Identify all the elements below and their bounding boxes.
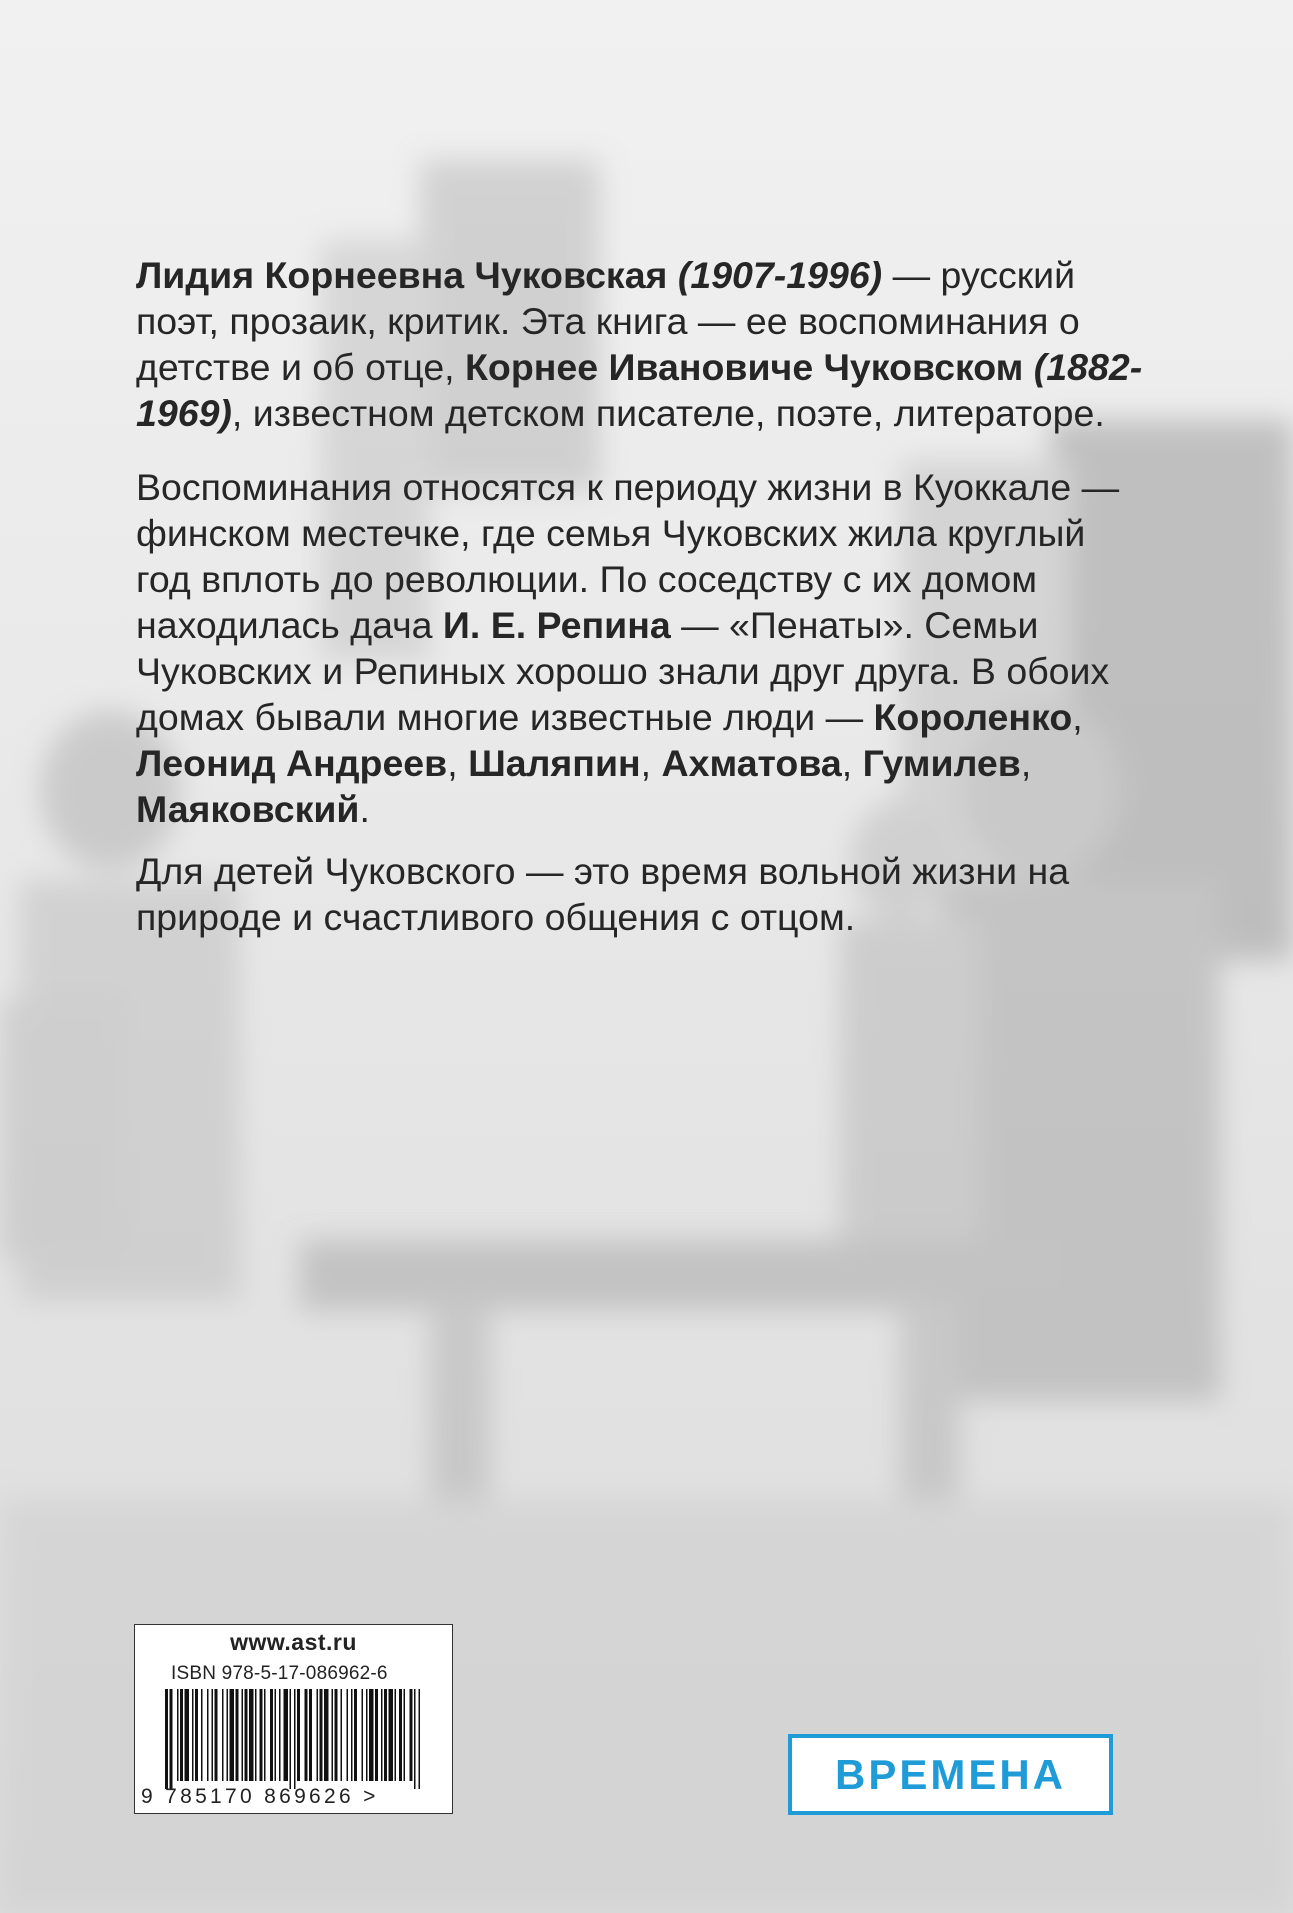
- author-years: (1907-1996): [677, 254, 883, 296]
- separator: .: [359, 788, 370, 830]
- barcode-bar: [395, 1689, 397, 1781]
- isbn-number: ISBN 978-5-17-086962-6: [171, 1663, 388, 1684]
- paragraph-childhood: Для детей Чуковского — это время вольной жизни на природе и счастливого общения с отцом.: [136, 850, 1070, 938]
- barcode-bar: [270, 1689, 273, 1781]
- barcode-bar: [347, 1689, 349, 1781]
- barcode-bar: [414, 1689, 416, 1789]
- barcode-digits: 9 785170 869626 >: [141, 1785, 379, 1808]
- paragraph-text: Воспоминания относятся к периоду жизни в Куоккале — финском местечке, где семья Чуковских жила круглый год вплоть до революции. По соседству с их домом находилась дача: [136, 466, 1120, 646]
- barcode-bar: [366, 1689, 368, 1781]
- barcode-bar: [317, 1689, 319, 1781]
- barcode-bar: [389, 1689, 394, 1781]
- separator: ,: [1072, 696, 1083, 738]
- barcode-bar: [410, 1689, 413, 1781]
- barcode-bar: [381, 1689, 383, 1781]
- famous-name: Леонид Андреев: [136, 742, 448, 784]
- barcode-bar: [294, 1689, 296, 1789]
- barcode-bar: [207, 1689, 209, 1781]
- father-name: Корнее Ивановиче Чуковском: [465, 346, 1024, 388]
- barcode-bar: [290, 1689, 292, 1789]
- barcode-bar: [212, 1689, 214, 1781]
- barcode-bar: [260, 1689, 263, 1781]
- barcode-bar: [236, 1689, 239, 1781]
- barcode-bar: [227, 1689, 229, 1781]
- famous-name: Шаляпин: [468, 742, 641, 784]
- barcode-bar: [384, 1689, 387, 1781]
- famous-name: Короленко: [873, 696, 1073, 738]
- barcode-bar: [222, 1689, 224, 1781]
- barcode-bar: [215, 1689, 218, 1781]
- barcode-bar: [351, 1689, 353, 1781]
- barcode-bar: [165, 1689, 168, 1789]
- barcode-bar: [279, 1689, 281, 1781]
- barcode-bar: [341, 1689, 343, 1781]
- separator: ,: [1020, 742, 1032, 784]
- barcode-bar: [284, 1689, 289, 1781]
- paragraph-text: — «Пенаты». Семьи Чуковских и Репиных хорошо знали друг друга. В обоих домах бывали многие известные люди —: [136, 604, 1110, 738]
- barcode-bar: [180, 1689, 183, 1781]
- paragraph-text: , известном детском писателе, поэте, литераторе.: [231, 392, 1105, 434]
- barcode-bar: [369, 1689, 374, 1781]
- barcode-bar: [305, 1689, 308, 1781]
- barcode-bar: [309, 1689, 312, 1781]
- annotation-text: [136, 252, 1146, 940]
- barcode-bar: [324, 1689, 329, 1781]
- separator: ,: [841, 742, 863, 784]
- paragraph-author-intro: [136, 252, 1146, 436]
- barcode-bar: [185, 1689, 190, 1781]
- barcode-bar: [362, 1689, 364, 1781]
- barcode-bar: [264, 1689, 266, 1781]
- father-years: (1882-1969): [136, 346, 1143, 434]
- barcode-bar: [245, 1689, 248, 1781]
- publisher-logo-text: ВРЕМЕНА: [834, 1750, 1067, 1798]
- barcode-box: [134, 1624, 453, 1814]
- barcode-bar: [249, 1689, 254, 1781]
- barcode-bar: [399, 1689, 402, 1781]
- barcode-bar: [375, 1689, 378, 1781]
- famous-name: Ахматова: [661, 742, 842, 784]
- famous-name: Гумилев: [862, 742, 1021, 784]
- barcode-bar: [230, 1689, 235, 1781]
- barcode-bar: [320, 1689, 323, 1781]
- barcode-bar: [419, 1689, 421, 1789]
- barcode-bar: [242, 1689, 244, 1781]
- famous-name: Маяковский: [136, 788, 360, 830]
- barcode-bar: [177, 1689, 179, 1781]
- publisher-logo: [788, 1734, 1113, 1815]
- barcode-icon: [163, 1689, 425, 1789]
- barcode-bar: [275, 1689, 277, 1781]
- barcode-bar: [170, 1689, 173, 1789]
- barcode-bar: [192, 1689, 194, 1781]
- paragraph-kuokkala: [136, 464, 1146, 832]
- separator: ,: [640, 742, 662, 784]
- barcode-bar: [297, 1689, 300, 1781]
- barcode-bar: [335, 1689, 338, 1781]
- paragraph-text: — русский поэт, прозаик, критик. Эта книга — ее воспоминания о детстве и об отце,: [136, 254, 1080, 388]
- barcode-bar: [195, 1689, 198, 1781]
- barcode-bar: [354, 1689, 357, 1781]
- barcode-bar: [201, 1689, 203, 1781]
- separator: ,: [447, 742, 469, 784]
- barcode-bar: [404, 1689, 406, 1781]
- publisher-website: www.ast.ru: [230, 1629, 357, 1655]
- barcode-bar: [255, 1689, 257, 1781]
- barcode-bar: [332, 1689, 334, 1781]
- repin-name: И. Е. Репина: [442, 604, 671, 646]
- author-name: Лидия Корнеевна Чуковская: [136, 254, 668, 296]
